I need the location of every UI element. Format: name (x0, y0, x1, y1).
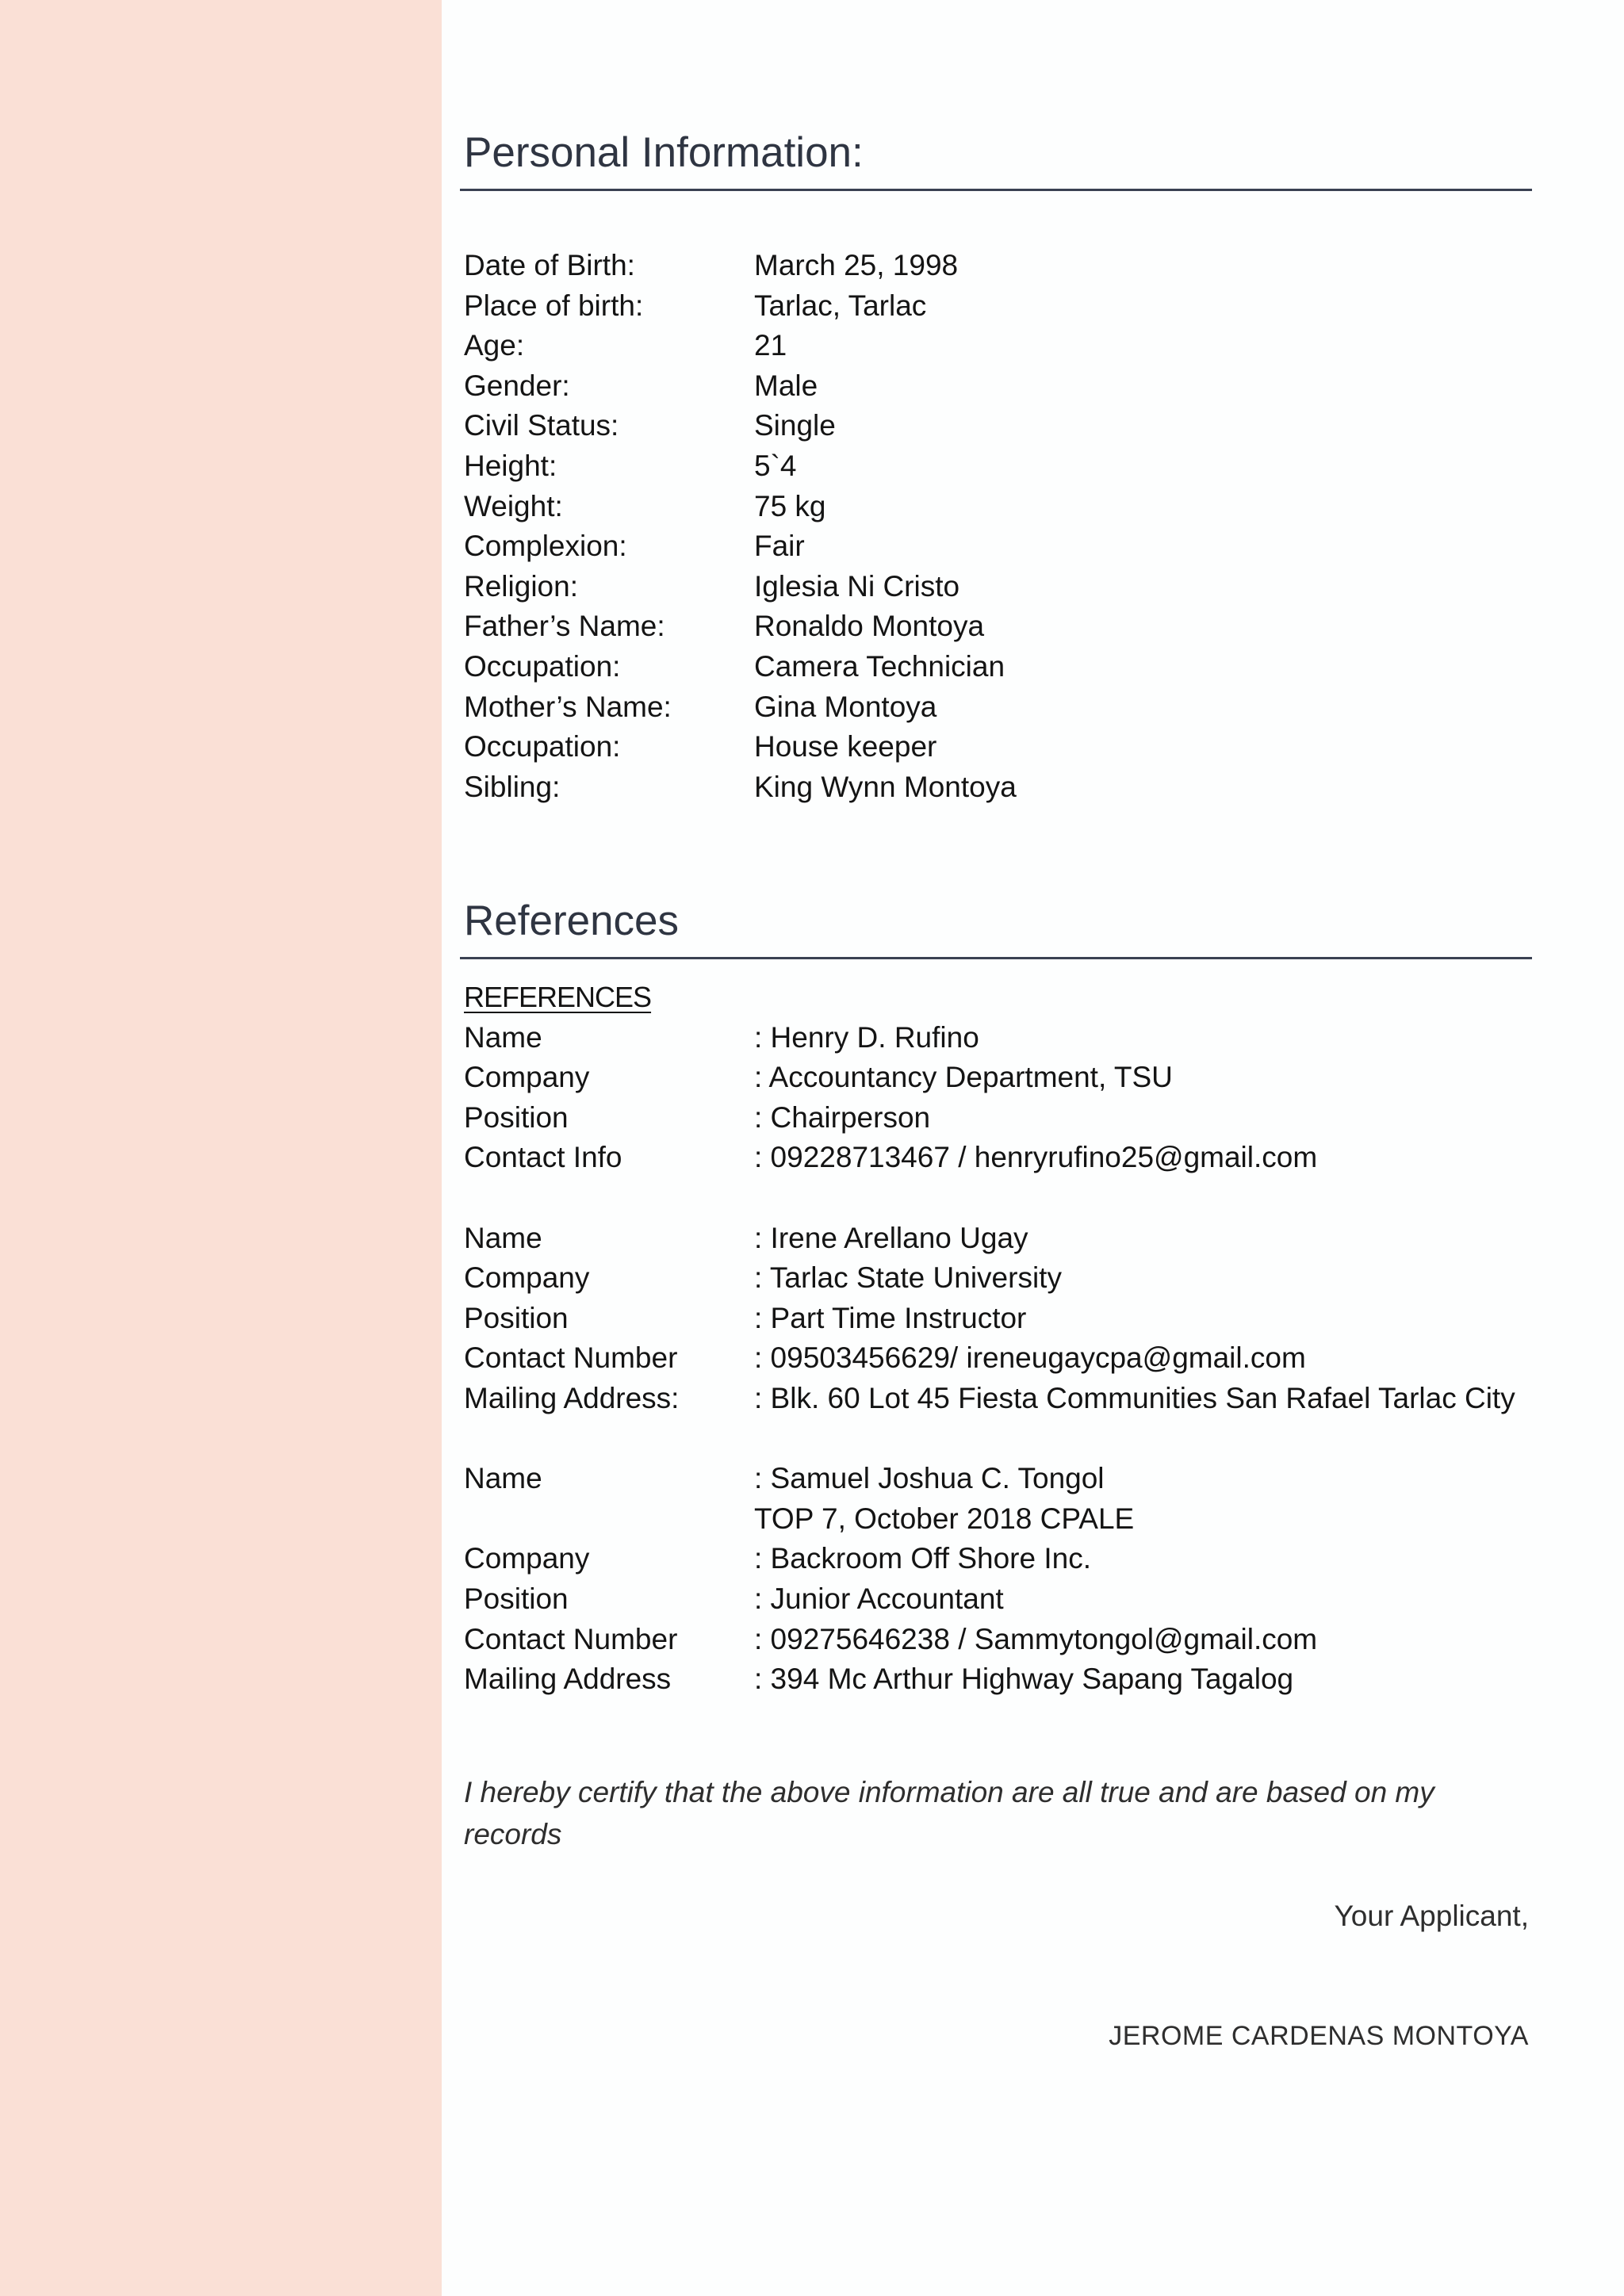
row-value: 75 kg (754, 489, 826, 522)
row-value: Gina Montoya (754, 690, 937, 723)
row-label: Name (464, 1462, 542, 1495)
row-label: Name (464, 1221, 542, 1254)
row-value: Tarlac, Tarlac (754, 289, 927, 322)
row-value: : Part Time Instructor (754, 1301, 1027, 1334)
row-label: Contact Number (464, 1622, 678, 1655)
row-value: TOP 7, October 2018 CPALE (754, 1502, 1135, 1535)
row-value: : Henry D. Rufino (754, 1020, 979, 1054)
row-value: March 25, 1998 (754, 249, 959, 281)
row-label: Gender: (464, 369, 570, 402)
row-label: Position (464, 1582, 569, 1615)
row-value: King Wynn Montoya (754, 770, 1017, 803)
row-label: Contact Number (464, 1341, 678, 1375)
row-value: : 09228713467 / henryrufino25@gmail.com (754, 1141, 1318, 1174)
personal-info-rule (460, 189, 1532, 191)
row-value: : Junior Accountant (754, 1582, 1004, 1615)
row-value: Male (754, 369, 818, 402)
references-heading: References (464, 897, 680, 944)
row-value: House keeper (754, 730, 937, 763)
row-value: : Accountancy Department, TSU (754, 1061, 1173, 1094)
row-label: Occupation: (464, 649, 621, 683)
row-label: Place of birth: (464, 289, 644, 322)
row-label: Contact Info (464, 1141, 622, 1174)
row-label: Company (464, 1061, 590, 1094)
row-label: Height: (464, 449, 557, 482)
row-label: Mother’s Name: (464, 690, 672, 723)
row-label: Company (464, 1261, 590, 1295)
references-subheading: REFERENCES (464, 981, 652, 1013)
row-label: Religion: (464, 569, 578, 603)
applicant-name: JEROME CARDENAS MONTOYA (1109, 2021, 1529, 2051)
row-label: Mailing Address: (464, 1381, 680, 1414)
row-value: Fair (754, 530, 805, 563)
closing-salutation: Your Applicant, (1334, 1900, 1529, 1932)
row-label: Sibling: (464, 770, 561, 803)
row-label: Weight: (464, 489, 563, 522)
row-value: : Samuel Joshua C. Tongol (754, 1462, 1105, 1495)
row-label: Age: (464, 329, 525, 362)
row-value: : Backroom Off Shore Inc. (754, 1542, 1091, 1575)
row-value: : 09275646238 / Sammytongol@gmail.com (754, 1622, 1318, 1655)
row-value: : 09503456629/ ireneugaycpa@gmail.com (754, 1341, 1306, 1375)
row-label: Position (464, 1100, 569, 1134)
row-value: Ronaldo Montoya (754, 610, 985, 643)
row-value: Camera Technician (754, 649, 1005, 683)
row-label: Occupation: (464, 730, 621, 763)
row-value: : 394 Mc Arthur Highway Sapang Tagalog (754, 1663, 1294, 1696)
row-label: Date of Birth: (464, 249, 635, 281)
row-value: Single (754, 409, 836, 442)
row-value: 21 (754, 329, 787, 362)
row-label: Position (464, 1301, 569, 1334)
row-label: Mailing Address (464, 1663, 672, 1696)
personal-info-heading: Personal Information: (464, 129, 864, 176)
row-value: : Irene Arellano Ugay (754, 1221, 1028, 1254)
row-value: Iglesia Ni Cristo (754, 569, 960, 603)
row-label: Father’s Name: (464, 610, 665, 643)
references-rule (460, 957, 1532, 959)
row-value: 5`4 (754, 449, 797, 482)
row-label: Company (464, 1542, 590, 1575)
sidebar-panel (0, 0, 442, 2296)
row-label: Complexion: (464, 530, 627, 563)
row-value: : Blk. 60 Lot 45 Fiesta Communities San Rafael Tarlac City (754, 1381, 1515, 1414)
row-value: : Chairperson (754, 1100, 931, 1134)
row-value: : Tarlac State University (754, 1261, 1062, 1295)
row-label: Name (464, 1020, 542, 1054)
row-label: Civil Status: (464, 409, 619, 442)
certification-statement: I hereby certify that the above information are all true and are based on my records (464, 1776, 1434, 1850)
